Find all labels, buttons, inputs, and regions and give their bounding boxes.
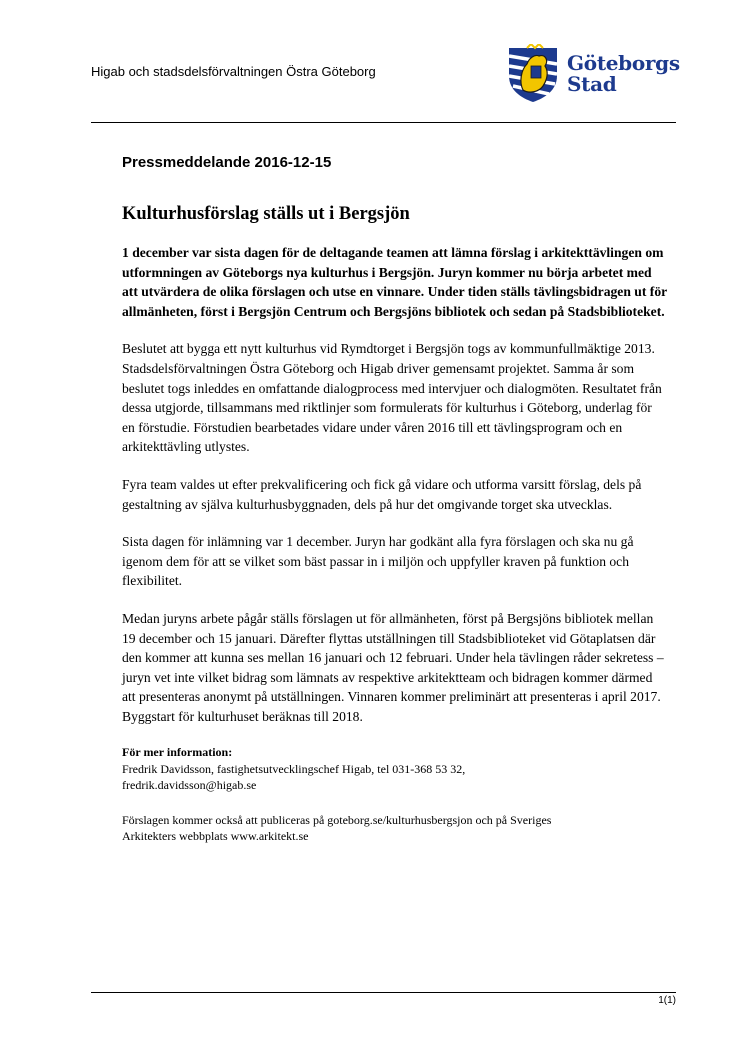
city-coat-of-arms-icon (505, 44, 561, 104)
header-organization: Higab och stadsdelsförvaltningen Östra Göteborg (91, 64, 376, 79)
header-divider (91, 122, 676, 123)
body-paragraph: Sista dagen för inlämning var 1 december. Juryn har godkänt alla fyra förslagen och ska nu gå igenom dem för att se vilket som bäst passar in i miljön och uppfyller kraven på funktion och flexibilitet. (122, 534, 634, 589)
contact-heading: För mer information: (122, 745, 233, 760)
body-paragraph: Beslutet att bygga ett nytt kulturhus vid Rymdtorget i Bergsjön togs av kommunfullmäktige 2013. Stadsdelsförvaltningen Östra Göteborg och Higab driver gemensamt projektet. Samma år som beslutet togs inleddes en omfattande dialogprocess med intervjuer och dialogmöten. Resultatet från dessa utgjorde, tillsammans med riktlinjer som formulerats för kulturhus i Göteborg, underlag för en förstudie. Förstudien bearbetades vidare under våren 2016 till ett tävlingsprogram och en arkitekttävling utlystes. (122, 341, 662, 455)
body-paragraph: Medan juryns arbete pågår ställs förslagen ut för allmänheten, först på Bergsjöns bibliotek mellan 19 december och 15 januari. Därefter flyttas utställningen till Stadsbiblioteket vid Götaplatsen där den kommer att kunna ses mellan 16 januari och 12 februari. Under hela tävlingen råder sekretess – juryn vet inte vilket bidrag som lämnats av respektive arkitektteam och bidragen kommer därmed att presenteras anonymt på utställningen. Vinnaren kommer preliminärt att presenteras i april 2017. Byggstart för kulturhuset beräknas till 2018. (122, 610, 664, 724)
goteborgs-stad-logo (505, 44, 680, 104)
footer-divider (91, 992, 676, 993)
publish-line-1: Förslagen kommer också att publiceras på goteborg.se/kulturhusbergsjon och på Sveriges (122, 812, 552, 827)
headline: Kulturhusförslag ställs ut i Bergsjön (122, 204, 410, 224)
logo-line-1: Göteborgs (567, 51, 680, 75)
contact-email: fredrik.davidsson@higab.se (122, 778, 257, 793)
page-number: 1(1) (658, 995, 676, 1006)
contact-line: Fredrik Davidsson, fastighetsutvecklingschef Higab, tel 031-368 53 32, (122, 761, 466, 776)
body-paragraph: Fyra team valdes ut efter prekvalificering och fick gå vidare och utforma varsitt förslag, dels på gestaltning av själva kulturhusbyggnaden, dels på hur det omgivande torget ska utvecklas. (122, 476, 642, 512)
press-release-label: Pressmeddelande 2016-12-15 (122, 154, 332, 171)
lead-paragraph: 1 december var sista dagen för de deltagande teamen att lämna förslag i arkitekttävlingen om utformningen av Göteborgs nya kulturhus i Bergsjön. Juryn kommer nu börja arbetet med att utvärdera de olika förslagen och utse en vinnare. Under tiden ställs tävlingsbidragen ut för allmänheten, först i Bergsjön Centrum och Bergsjöns bibliotek och sedan på Stadsbiblioteket. (122, 245, 667, 319)
logo-line-2: Stad (567, 72, 617, 96)
contact-info (122, 744, 667, 794)
logo-wordmark (567, 53, 680, 95)
publish-info (122, 812, 667, 845)
publish-line-2: Arkitekters webbplats www.arkitekt.se (122, 829, 309, 844)
article-body (122, 243, 667, 863)
